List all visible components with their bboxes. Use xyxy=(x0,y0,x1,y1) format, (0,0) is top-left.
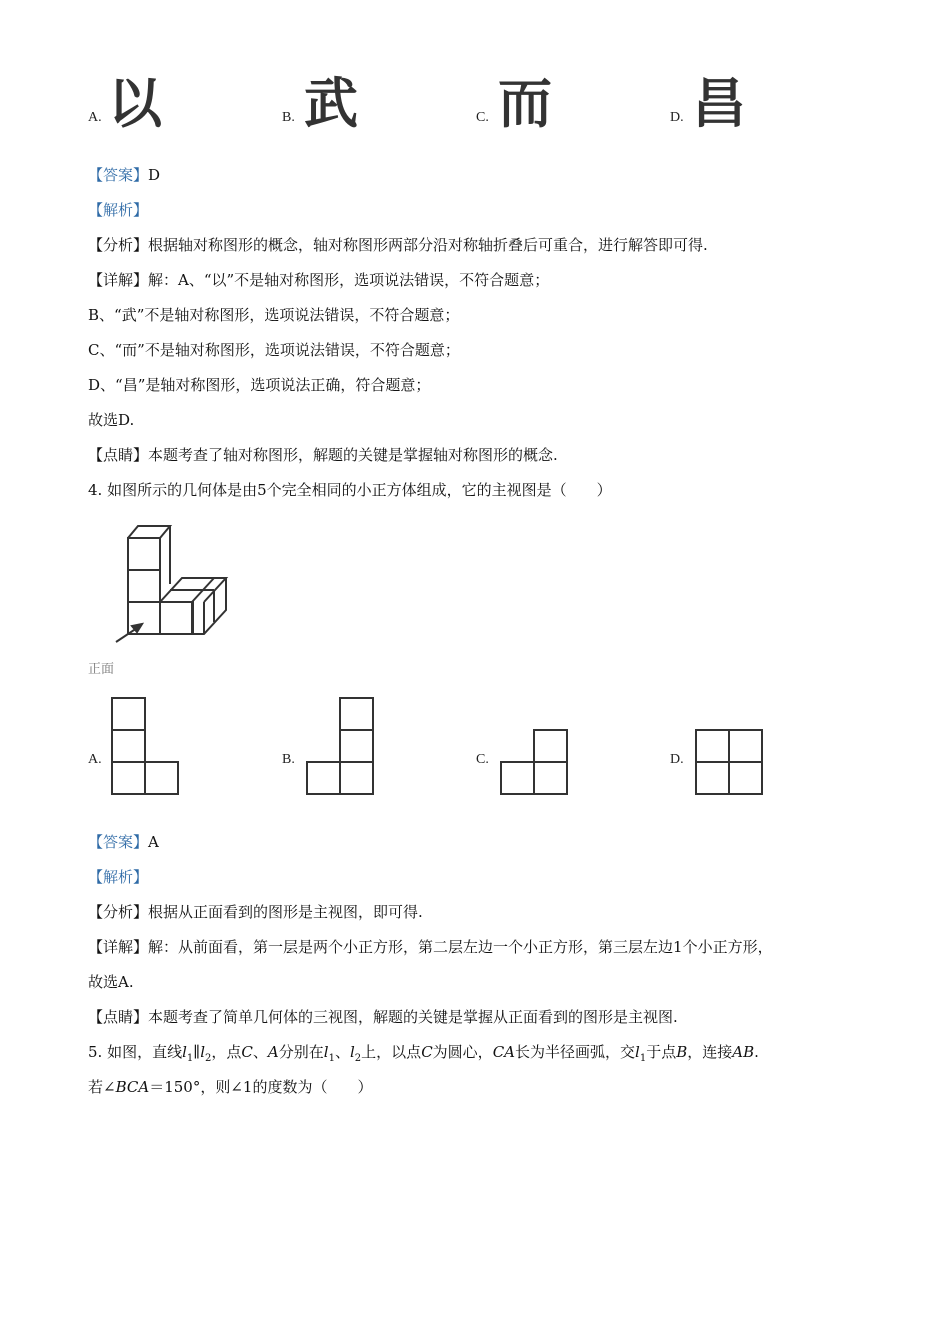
q5-stem-line-2 xyxy=(88,1076,372,1098)
answer-value: D xyxy=(148,166,161,184)
dianjing-text: 本题考查了简单几何体的三视图，解题的关键是掌握从正面看到的图形是主视图. xyxy=(148,1008,678,1026)
line-l2: l xyxy=(200,1043,206,1061)
subscript: 1 xyxy=(186,1053,194,1064)
q3-line-c: C、“而”不是轴对称图形，选项说法错误，不符合题意； xyxy=(88,341,460,359)
point-a: A xyxy=(267,1043,279,1061)
front-view-diagram-d xyxy=(694,728,766,796)
segment-ca: CA xyxy=(492,1043,515,1061)
option-character: 昌 xyxy=(692,72,746,135)
option-letter: C. xyxy=(476,110,489,125)
answer-tag: 【答案】 xyxy=(88,166,149,184)
point-c: C xyxy=(421,1043,433,1061)
answer-tag: 【答案】 xyxy=(88,833,149,851)
analysis-tag: 【解析】 xyxy=(88,868,149,886)
fenxi-tag: 【分析】 xyxy=(88,236,149,254)
q3-analysis-line xyxy=(88,199,148,221)
text: 为圆心， xyxy=(432,1043,493,1061)
xiangjie-tag: 【详解】 xyxy=(88,271,149,289)
subscript: 2 xyxy=(354,1053,362,1064)
q3-answer-line xyxy=(88,164,160,186)
front-view-label: 正面 xyxy=(88,662,115,677)
dianjing-text: 本题考查了轴对称图形，解题的关键是掌握轴对称图形的概念. xyxy=(148,446,558,464)
text: 于点 xyxy=(646,1043,677,1061)
point-b: B xyxy=(676,1043,688,1061)
subscript: 2 xyxy=(205,1053,212,1064)
q4-answer-line xyxy=(88,831,159,853)
text: 若∠ xyxy=(88,1078,116,1096)
option-letter: B. xyxy=(282,752,295,767)
text: . xyxy=(754,1043,759,1061)
q3-line-b: B、“武”不是轴对称图形，选项说法错误，不符合题意； xyxy=(88,306,460,324)
q3-fenxi-line xyxy=(88,234,708,256)
option-letter: C. xyxy=(476,752,489,767)
q3-xiangjie-line xyxy=(88,269,549,291)
line-l2: l xyxy=(349,1043,355,1061)
text: 、 xyxy=(334,1043,350,1061)
option-character: 武 xyxy=(304,72,358,135)
option-letter: D. xyxy=(670,110,684,125)
q4-analysis-line xyxy=(88,866,148,888)
fenxi-text: 根据轴对称图形的概念，轴对称图形两部分沿对称轴折叠后可重合，进行解答即可得. xyxy=(148,236,708,254)
xiangjie-text: 解：从前面看，第一层是两个小正方形，第二层左边一个小正方形，第三层左边1个小正方形， xyxy=(148,938,773,956)
text: ，连接 xyxy=(687,1043,733,1061)
front-view-diagram-a xyxy=(110,696,182,796)
segment-ab: AB xyxy=(732,1043,755,1061)
dianjing-tag: 【点睛】 xyxy=(88,1008,149,1026)
line-l1: l xyxy=(323,1043,329,1061)
point-c: C xyxy=(241,1043,253,1061)
cube-solid-figure xyxy=(110,522,240,652)
text: ，点 xyxy=(211,1043,242,1061)
front-view-diagram-b xyxy=(305,696,377,796)
xiangjie-text: 解：A、“以”不是轴对称图形，选项说法错误，不符合题意； xyxy=(148,271,550,289)
q4-stem: 4. 如图所示的几何体是由5个完全相同的小正方体组成，它的主视图是（ ） xyxy=(88,481,612,499)
text: 、 xyxy=(252,1043,268,1061)
fenxi-tag: 【分析】 xyxy=(88,903,149,921)
angle-bca: BCA xyxy=(115,1078,150,1096)
q3-line-d: D、“昌”是轴对称图形，选项说法正确，符合题意； xyxy=(88,376,431,394)
q3-dianjing-line xyxy=(88,444,558,466)
q4-conclusion: 故选A. xyxy=(88,973,134,991)
parallel-symbol: ∥ xyxy=(193,1043,201,1061)
q4-fenxi-line xyxy=(88,901,423,923)
option-letter: D. xyxy=(670,752,684,767)
q5-stem-line-1 xyxy=(88,1041,759,1070)
q3-conclusion: 故选D. xyxy=(88,411,135,429)
q4-dianjing-line xyxy=(88,1006,678,1028)
front-view-diagram-c xyxy=(499,728,571,796)
subscript: 1 xyxy=(639,1053,647,1064)
option-letter: A. xyxy=(88,110,102,125)
dianjing-tag: 【点睛】 xyxy=(88,446,149,464)
option-letter: B. xyxy=(282,110,295,125)
line-l1: l xyxy=(635,1043,640,1061)
option-character: 以 xyxy=(108,72,162,135)
text: ＝150°，则∠1的度数为（ ） xyxy=(149,1078,373,1096)
line-l1: l xyxy=(182,1043,187,1061)
q5-number: 5. 如图，直线 xyxy=(88,1043,183,1061)
text: 分别在 xyxy=(278,1043,324,1061)
text: 长为半径画弧，交 xyxy=(515,1043,636,1061)
option-letter: A. xyxy=(88,752,102,767)
analysis-tag: 【解析】 xyxy=(88,201,149,219)
subscript: 1 xyxy=(328,1053,335,1064)
answer-value: A xyxy=(148,833,159,851)
option-character: 而 xyxy=(498,72,552,135)
q4-xiangjie-line xyxy=(88,936,773,958)
text: 上，以点 xyxy=(361,1043,422,1061)
xiangjie-tag: 【详解】 xyxy=(88,938,149,956)
fenxi-text: 根据从正面看到的图形是主视图，即可得. xyxy=(148,903,423,921)
